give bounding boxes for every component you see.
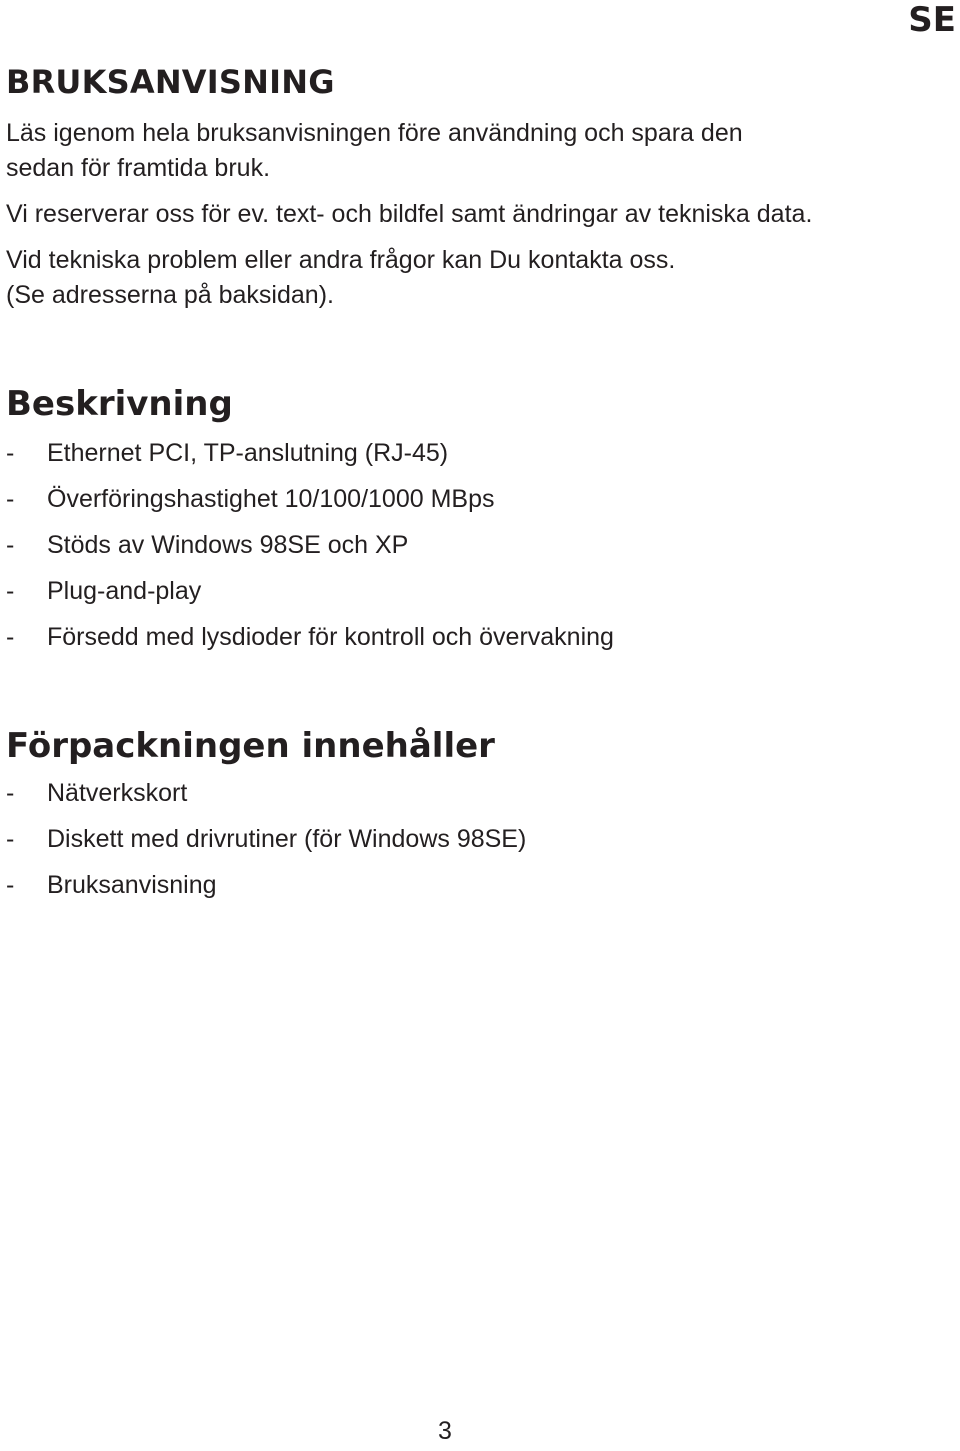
list-item — [6, 614, 614, 660]
list-item — [6, 816, 526, 862]
intro-line: sedan för framtida bruk. — [6, 154, 271, 182]
list-item-text: Plug-and-play — [47, 577, 202, 605]
page-number: 3 — [438, 1417, 452, 1445]
intro-line: Vi reserverar oss för ev. text- och bildfel samt ändringar av tekniska data. — [6, 200, 813, 228]
list-dash: - — [6, 825, 15, 853]
list-item — [6, 476, 614, 522]
list-item-text: Stöds av Windows 98SE och XP — [47, 531, 409, 559]
manual-title: BRUKSANVISNING — [6, 63, 335, 101]
package-contents-list — [6, 770, 526, 908]
list-item-text: Försedd med lysdioder för kontroll och övervakning — [47, 623, 614, 651]
description-heading: Beskrivning — [6, 384, 233, 424]
package-contents-heading: Förpackningen innehåller — [6, 726, 495, 766]
list-item — [6, 430, 614, 476]
list-item — [6, 862, 526, 908]
intro-line: (Se adresserna på baksidan). — [6, 281, 334, 309]
list-item-text: Överföringshastighet 10/100/1000 MBps — [47, 485, 495, 513]
list-dash: - — [6, 485, 15, 513]
list-item — [6, 522, 614, 568]
list-dash: - — [6, 531, 15, 559]
intro-line: Vid tekniska problem eller andra frågor kan Du kontakta oss. — [6, 246, 676, 274]
intro-line: Läs igenom hela bruksanvisningen före användning och spara den — [6, 119, 743, 147]
description-list — [6, 430, 614, 660]
list-item — [6, 770, 526, 816]
language-tag: SE — [908, 0, 956, 40]
intro-text — [6, 116, 946, 313]
list-dash: - — [6, 439, 15, 467]
list-dash: - — [6, 779, 15, 807]
list-dash: - — [6, 623, 15, 651]
list-item-text: Nätverkskort — [47, 779, 188, 807]
list-item-text: Diskett med drivrutiner (för Windows 98SE) — [47, 825, 527, 853]
list-dash: - — [6, 871, 15, 899]
list-item-text: Bruksanvisning — [47, 871, 217, 899]
list-dash: - — [6, 577, 15, 605]
list-item — [6, 568, 614, 614]
list-item-text: Ethernet PCI, TP-anslutning (RJ-45) — [47, 439, 449, 467]
